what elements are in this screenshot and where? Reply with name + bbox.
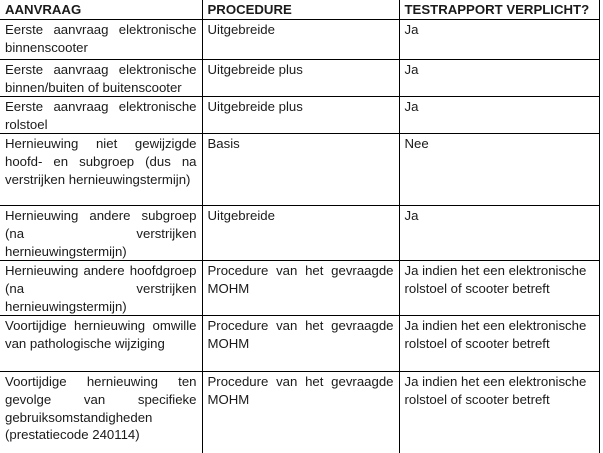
cell-testrapport: Ja [399, 206, 599, 261]
cell-aanvraag: Eerste aanvraag elektronische binnen/buiten of buitenscooter [0, 60, 202, 97]
cell-procedure: Procedure van het gevraagde MOHM [202, 316, 399, 372]
header-procedure: PROCEDURE [202, 0, 399, 20]
cell-aanvraag: Voortijdige hernieuwing omwille van pathologische wijziging [0, 316, 202, 372]
table-row [0, 20, 599, 60]
table-header-row [0, 0, 599, 20]
cell-procedure: Procedure van het gevraagde MOHM [202, 261, 399, 316]
cell-aanvraag: Eerste aanvraag elektronische rolstoel [0, 97, 202, 134]
table-row [0, 97, 599, 134]
table-row [0, 372, 599, 453]
cell-procedure: Uitgebreide plus [202, 60, 399, 97]
cell-testrapport: Ja [399, 60, 599, 97]
cell-aanvraag: Hernieuwing andere subgroep (na verstrijken hernieuwingstermijn) [0, 206, 202, 261]
cell-aanvraag: Eerste aanvraag elektronische binnenscooter [0, 20, 202, 60]
cell-aanvraag: Hernieuwing niet gewijzigde hoofd- en subgroep (dus na verstrijken hernieuwingstermijn) [0, 134, 202, 206]
cell-procedure: Basis [202, 134, 399, 206]
cell-aanvraag: Voortijdige hernieuwing ten gevolge van specifieke gebruiksomstandigheden (prestatiecode 240114) [0, 372, 202, 453]
table-row [0, 261, 599, 316]
cell-testrapport: Nee [399, 134, 599, 206]
header-aanvraag: AANVRAAG [0, 0, 202, 20]
header-testrapport: TESTRAPPORT VERPLICHT? [399, 0, 599, 20]
cell-testrapport: Ja indien het een elektronische rolstoel of scooter betreft [399, 316, 599, 372]
cell-testrapport: Ja [399, 20, 599, 60]
cell-procedure: Uitgebreide plus [202, 97, 399, 134]
table-row [0, 134, 599, 206]
cell-testrapport: Ja indien het een elektronische rolstoel of scooter betreft [399, 372, 599, 453]
cell-procedure: Procedure van het gevraagde MOHM [202, 372, 399, 453]
cell-procedure: Uitgebreide [202, 206, 399, 261]
cell-procedure: Uitgebreide [202, 20, 399, 60]
cell-testrapport: Ja indien het een elektronische rolstoel of scooter betreft [399, 261, 599, 316]
cell-aanvraag: Hernieuwing andere hoofdgroep (na verstrijken hernieuwingstermijn) [0, 261, 202, 316]
table-row [0, 316, 599, 372]
table-row [0, 60, 599, 97]
cell-testrapport: Ja [399, 97, 599, 134]
table-row [0, 206, 599, 261]
